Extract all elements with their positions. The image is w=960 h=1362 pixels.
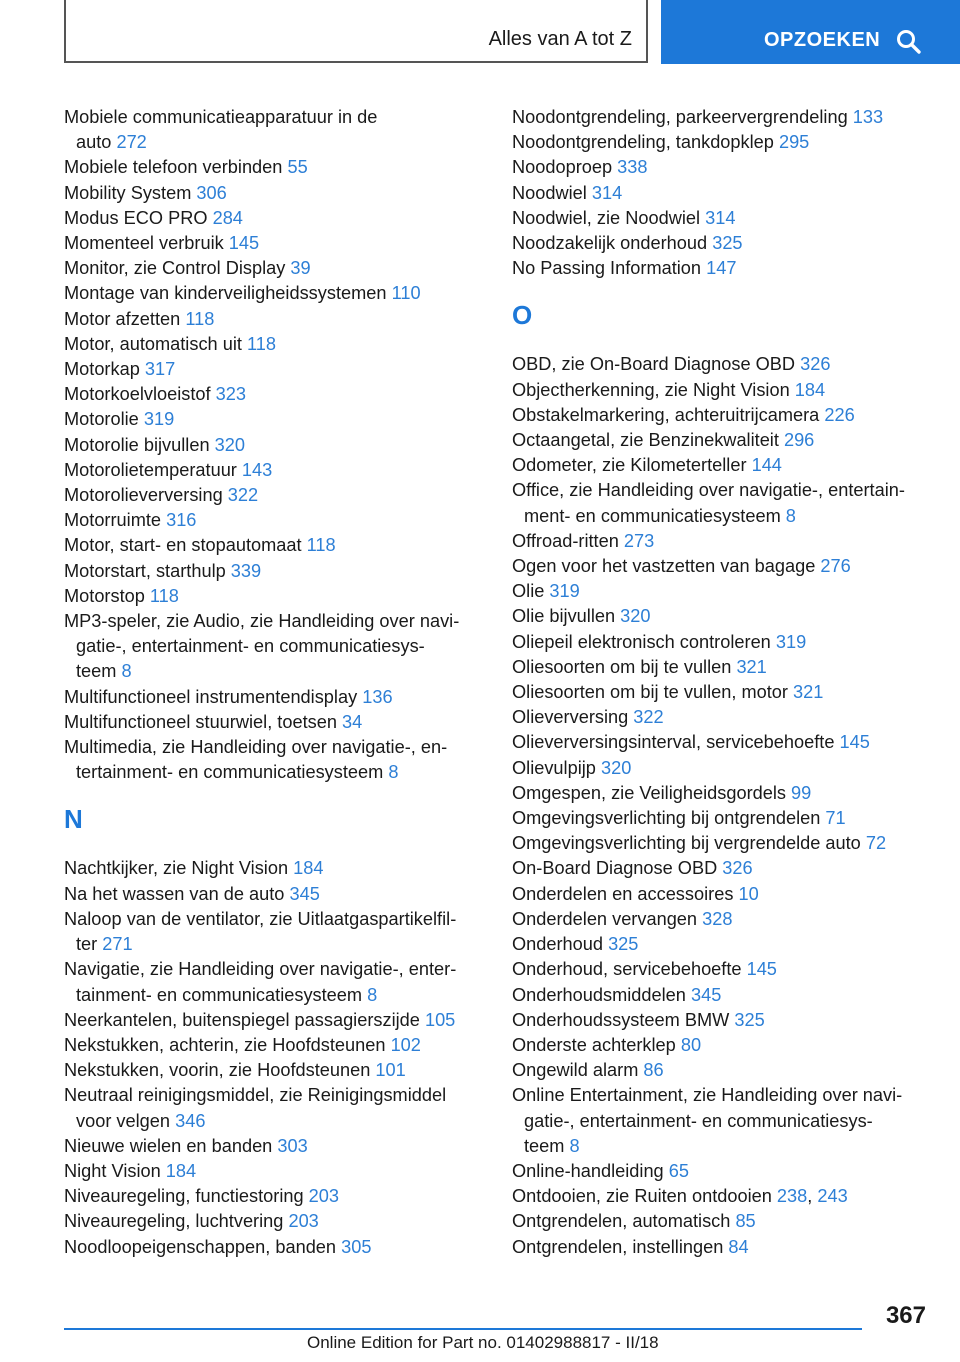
entry-term: Ogen voor het vastzetten van bagage [512, 556, 821, 577]
index-entry [512, 428, 932, 453]
index-entry [512, 756, 932, 781]
entry-term: tertainment- en communicatiesysteem [76, 762, 389, 783]
entry-term: Odometer, zie Kilometerteller [512, 455, 752, 476]
page-link[interactable]: 86 [643, 1060, 664, 1081]
index-entry [512, 932, 932, 957]
entry-term: Multifunctioneel stuurwiel, toetsen [64, 711, 343, 732]
footer-edition-text: Online Edition for Part no. 01402988817 - II/18 [307, 1333, 659, 1352]
page-link[interactable]: 321 [736, 656, 767, 677]
page-link[interactable]: 80 [680, 1034, 702, 1055]
index-entry [512, 655, 932, 680]
page-link[interactable]: 118 [306, 535, 336, 556]
entry-term: Ontgrendelen, instellingen [512, 1236, 729, 1257]
index-entry [512, 155, 932, 180]
index-entry [64, 685, 484, 710]
entry-term: Noodzakelijk onderhoud [512, 233, 713, 254]
entry-term: Onderhoud, servicebehoefte [512, 959, 747, 980]
entry-term: Onderdelen vervangen [512, 908, 703, 929]
entry-term: Olievulpijp [512, 757, 601, 778]
index-entry [64, 735, 484, 785]
index-entry [64, 882, 484, 907]
entry-term: Motor, start- en stopautomaat [64, 535, 307, 556]
page-link[interactable]: 39 [290, 258, 311, 279]
entry-term: Ontgrendelen, automatisch [512, 1211, 736, 1232]
index-entry [64, 281, 484, 306]
index-entry [512, 378, 932, 403]
index-entry [64, 957, 484, 1007]
page-link[interactable]: 99 [791, 782, 812, 803]
page-number: 367 [885, 1302, 926, 1329]
entry-term: Motorstop [64, 585, 150, 606]
index-entry [512, 907, 932, 932]
index-entry [512, 529, 932, 554]
entry-term: Onderhoudsmiddelen [512, 984, 691, 1005]
index-entry [512, 206, 932, 231]
entry-term: tainment- en communicatiesysteem [76, 984, 368, 1005]
entry-term: Oliesoorten om bij te vullen, motor [512, 682, 794, 703]
entry-term: Motor afzetten [64, 308, 186, 329]
page-link[interactable]: 65 [668, 1160, 689, 1181]
index-entry [64, 533, 484, 558]
page-link[interactable]: 319 [143, 409, 175, 430]
page-link[interactable]: 226 [824, 404, 855, 425]
entry-term: Online-handleiding [512, 1160, 669, 1181]
entry-term: teem [76, 661, 122, 682]
page-link[interactable]: 273 [623, 530, 655, 551]
entry-term: Motorolie [64, 409, 144, 430]
index-entry [64, 710, 484, 735]
entry-term: Olie [512, 581, 550, 602]
page-link[interactable]: 295 [778, 132, 810, 153]
page-link[interactable]: 328 [702, 908, 733, 929]
page-link[interactable]: 184 [794, 379, 826, 400]
entry-term: Mobiele communicatieapparatuur in de [64, 107, 378, 127]
entry-term: Motorolie bijvullen [64, 434, 215, 455]
entry-term: Multimedia, zie Handleiding over navigatie-, en‐ [64, 737, 448, 758]
entry-term: Obstakelmarkering, achteruitrijcamera [512, 404, 825, 425]
entry-term: Omgevingsverlichting bij ontgrendelen [512, 808, 826, 829]
page-link[interactable]: 110 [391, 283, 421, 304]
entry-term: Onderdelen en accessoires [512, 883, 739, 904]
page-link[interactable]: 316 [166, 510, 197, 531]
page-link[interactable]: 145 [839, 732, 870, 753]
entry-term: Motorkap [64, 359, 145, 380]
index-entry [512, 1008, 932, 1033]
page-link[interactable]: 118 [185, 308, 215, 329]
page-link[interactable]: 118 [246, 333, 276, 354]
page-link[interactable]: 272 [116, 132, 147, 153]
entry-term: Onderhoudssysteem BMW [512, 1009, 735, 1030]
page-link[interactable]: 136 [362, 686, 393, 707]
index-entry [64, 332, 484, 357]
page-link[interactable]: 147 [706, 258, 737, 279]
page-link[interactable]: 55 [287, 157, 308, 178]
index-entry [512, 453, 932, 478]
index-entry [64, 105, 484, 155]
entry-term: gatie-, entertainment- en communicatiesys‐ [76, 636, 425, 657]
index-entry [64, 357, 484, 382]
entry-term: Motorkoelvloeistof [64, 384, 216, 405]
page-link[interactable]: 338 [617, 157, 648, 178]
page-link[interactable]: 319 [775, 631, 807, 652]
index-entry [512, 983, 932, 1008]
index-entry [512, 1159, 932, 1184]
page-link[interactable]: 145 [228, 233, 260, 254]
entry-term: Nachtkijker, zie Night Vision [64, 858, 294, 879]
index-entry [64, 1083, 484, 1133]
section-letter: O [512, 300, 533, 331]
entry-term: Oliesoorten om bij te vullen [512, 656, 737, 677]
page-link[interactable]: 184 [165, 1160, 197, 1181]
entry-term: Omgevingsverlichting bij vergrendelde auto [512, 833, 866, 854]
entry-term: ter [76, 934, 103, 955]
entry-term: Ongewild alarm [512, 1060, 644, 1081]
page-link[interactable]: 345 [289, 883, 320, 904]
entry-term: Motor, automatisch uit [64, 333, 247, 354]
page-link[interactable]: 144 [751, 455, 782, 476]
page-link[interactable]: 105 [424, 1009, 456, 1030]
page-link[interactable]: 320 [600, 757, 632, 778]
index-entry [512, 630, 932, 655]
entry-term: voor velgen [76, 1110, 176, 1131]
tab-label: Alles van A tot Z [488, 28, 632, 50]
separator: , [807, 1186, 818, 1207]
entry-term: Night Vision [64, 1160, 166, 1181]
page-link[interactable]: 276 [820, 556, 851, 577]
index-column-right [512, 105, 932, 1260]
entry-term: Momenteel verbruik [64, 233, 229, 254]
index-entry [64, 1033, 484, 1058]
index-entry [64, 907, 484, 957]
page-link[interactable]: 203 [288, 1211, 319, 1232]
page-link[interactable]: 133 [852, 107, 884, 127]
index-entry [64, 1008, 484, 1033]
page-link[interactable]: 8 [785, 505, 796, 526]
index-entry [512, 130, 932, 155]
page-link[interactable]: 72 [865, 833, 887, 854]
page-link[interactable]: 326 [722, 858, 753, 879]
index-entry [512, 1235, 932, 1260]
footer-divider [64, 1328, 862, 1330]
index-column-left [64, 105, 484, 1260]
page-link[interactable]: 34 [342, 711, 363, 732]
entry-term: Na het wassen van de auto [64, 883, 290, 904]
index-entry [512, 181, 932, 206]
entry-term: Motorruimte [64, 510, 167, 531]
page-link[interactable]: 306 [196, 182, 227, 203]
entry-term: Olieverversingsinterval, servicebehoefte [512, 732, 840, 753]
page-link[interactable]: 322 [227, 485, 259, 506]
index-entry [512, 1033, 932, 1058]
page-link[interactable]: 143 [241, 459, 273, 480]
index-entry [64, 508, 484, 533]
entry-term: Oliepeil elektronisch controleren [512, 631, 776, 652]
page-link[interactable]: 102 [390, 1034, 421, 1055]
page-link[interactable]: 325 [608, 934, 639, 955]
index-entry [512, 256, 932, 281]
entry-term: ment- en communicatiesysteem [524, 505, 786, 526]
page-link[interactable]: 305 [341, 1236, 372, 1257]
entry-term: Monitor, zie Control Display [64, 258, 291, 279]
page-link[interactable]: 184 [293, 858, 324, 879]
index-entry [512, 831, 932, 856]
entry-term: Noodontgrendeling, tankdopklep [512, 132, 779, 153]
page-link[interactable]: 243 [817, 1186, 848, 1207]
page-link[interactable]: 320 [620, 606, 651, 627]
page-link[interactable]: 85 [735, 1211, 756, 1232]
index-entry [512, 680, 932, 705]
index-entry [64, 231, 484, 256]
index-entry [64, 155, 484, 180]
index-entry [64, 1235, 484, 1260]
index-entry [512, 781, 932, 806]
entry-term: Motorstart, starthulp [64, 560, 231, 581]
entry-term: Mobiele telefoon verbinden [64, 157, 288, 178]
page-link[interactable]: 118 [149, 585, 179, 606]
entry-term: OBD, zie On-Board Diagnose OBD [512, 354, 801, 375]
header [0, 0, 960, 66]
page-link[interactable]: 322 [633, 707, 664, 728]
entry-term: Niveauregeling, functiestoring [64, 1186, 309, 1207]
entry-term: On-Board Diagnose OBD [512, 858, 723, 879]
entry-term: Noodwiel [512, 182, 592, 203]
entry-term: Nekstukken, achterin, zie Hoofdsteunen [64, 1034, 391, 1055]
index-entry [512, 705, 932, 730]
page-link[interactable]: 203 [308, 1186, 340, 1207]
entry-term: Octaangetal, zie Benzinekwaliteit [512, 430, 784, 451]
index-entry [64, 483, 484, 508]
index-entry [64, 559, 484, 584]
index-entry [512, 730, 932, 755]
index-entry [64, 1159, 484, 1184]
page-link[interactable]: 323 [215, 384, 246, 405]
entry-term: Olie bijvullen [512, 606, 621, 627]
index-entry [512, 105, 932, 130]
index-entry [512, 579, 932, 604]
entry-term: Noodoproep [512, 157, 618, 178]
index-entry [64, 1184, 484, 1209]
entry-term: Onderste achterklep [512, 1034, 681, 1055]
section-letter: N [64, 804, 83, 835]
entry-term: teem [524, 1135, 570, 1156]
page-link[interactable]: 326 [800, 354, 831, 375]
entry-term: MP3-speler, zie Audio, zie Handleiding over navi‐ [64, 611, 460, 632]
index-entry [512, 352, 932, 377]
entry-term: auto [76, 132, 117, 153]
index-entry [512, 478, 932, 528]
entry-term: Offroad-ritten [512, 530, 624, 551]
entry-term: Multifunctioneel instrumentendisplay [64, 686, 363, 707]
page-link[interactable]: 10 [738, 883, 759, 904]
index-entry [64, 181, 484, 206]
entry-term: Noodloopeigenschappen, banden [64, 1236, 342, 1257]
page-link[interactable]: 314 [591, 182, 623, 203]
index-entry [512, 806, 932, 831]
page-link[interactable]: 296 [783, 430, 815, 451]
entry-term: Naloop van de ventilator, zie Uitlaatgaspartikelfil‐ [64, 908, 457, 929]
page-link[interactable]: 345 [690, 984, 722, 1005]
page-link[interactable]: 71 [825, 808, 846, 829]
entry-term: Olieverversing [512, 707, 634, 728]
index-entry [512, 1058, 932, 1083]
page-link[interactable]: 339 [230, 560, 262, 581]
index-entry [512, 231, 932, 256]
page-link[interactable]: 319 [549, 581, 580, 602]
entry-term: No Passing Information [512, 258, 707, 279]
index-entry [512, 604, 932, 629]
page-link[interactable]: 284 [212, 207, 243, 228]
page-link[interactable]: 317 [144, 359, 176, 380]
entry-term: Niveauregeling, luchtvering [64, 1211, 289, 1232]
index-entry [512, 403, 932, 428]
index-entry [64, 1209, 484, 1234]
entry-term: Office, zie Handleiding over navigatie-, entertain‐ [512, 480, 905, 501]
index-entry [512, 856, 932, 881]
entry-term: gatie-, entertainment- en communicatiesys‐ [524, 1110, 873, 1131]
index-entry [64, 458, 484, 483]
entry-term: Neutraal reinigingsmiddel, zie Reinigingsmiddel [64, 1085, 447, 1106]
page-link[interactable]: 325 [712, 233, 743, 254]
page-link[interactable]: 271 [102, 934, 133, 955]
page-link[interactable]: 346 [175, 1110, 206, 1131]
index-entry [64, 206, 484, 231]
page-link[interactable]: 321 [793, 682, 824, 703]
entry-term: Ontdooien, zie Ruiten ontdooien [512, 1186, 777, 1207]
entry-term: Motorolietemperatuur [64, 459, 242, 480]
index-entry [64, 407, 484, 432]
entry-term: Omgespen, zie Veiligheidsgordels [512, 782, 792, 803]
opzoeken-label: OPZOEKEN [764, 29, 881, 51]
entry-term: Onderhoud [512, 934, 609, 955]
index-entry [64, 382, 484, 407]
entry-term: Noodwiel, zie Noodwiel [512, 207, 706, 228]
entry-term: Noodontgrendeling, parkeervergrendeling [512, 107, 853, 127]
page-link[interactable]: 320 [214, 434, 245, 455]
page-link[interactable]: 8 [569, 1135, 580, 1156]
index-entry [512, 1083, 932, 1159]
page-link[interactable]: 8 [121, 661, 132, 682]
entry-term: Nieuwe wielen en banden [64, 1135, 278, 1156]
index-entry [512, 957, 932, 982]
page-link[interactable]: 314 [705, 207, 736, 228]
entry-term: Mobility System [64, 182, 197, 203]
page-link[interactable]: 303 [277, 1135, 308, 1156]
tab-alles-van-a-tot-z[interactable] [64, 0, 648, 63]
index-entry [512, 1184, 932, 1209]
index-entry [64, 584, 484, 609]
entry-term: Objectherkenning, zie Night Vision [512, 379, 795, 400]
entry-term: Nekstukken, voorin, zie Hoofdsteunen [64, 1060, 376, 1081]
entry-term: Online Entertainment, zie Handleiding over navi‐ [512, 1085, 903, 1106]
index-entry [64, 1134, 484, 1159]
index-entry [512, 882, 932, 907]
page-link[interactable]: 8 [367, 984, 378, 1005]
page-link[interactable]: 325 [734, 1009, 765, 1030]
page-link[interactable]: 8 [388, 762, 399, 783]
index-entry [64, 256, 484, 281]
page-link[interactable]: 101 [375, 1060, 406, 1081]
index-entry [64, 1058, 484, 1083]
index-entry [64, 856, 484, 881]
index-entry [64, 433, 484, 458]
entry-term: Navigatie, zie Handleiding over navigatie-, enter‐ [64, 959, 457, 980]
entry-term: Montage van kinderveiligheidssystemen [64, 283, 392, 304]
page-link[interactable]: 238 [776, 1186, 808, 1207]
index-entry [512, 1209, 932, 1234]
index-entry [512, 554, 932, 579]
index-entry [64, 609, 484, 685]
entry-term: Neerkantelen, buitenspiegel passagierszijde [64, 1009, 425, 1030]
index-entry [64, 307, 484, 332]
page-link[interactable]: 145 [746, 959, 777, 980]
magnifier-icon [896, 29, 922, 55]
page-link[interactable]: 84 [728, 1236, 749, 1257]
entry-term: Motorolieverversing [64, 485, 228, 506]
entry-term: Modus ECO PRO [64, 207, 213, 228]
